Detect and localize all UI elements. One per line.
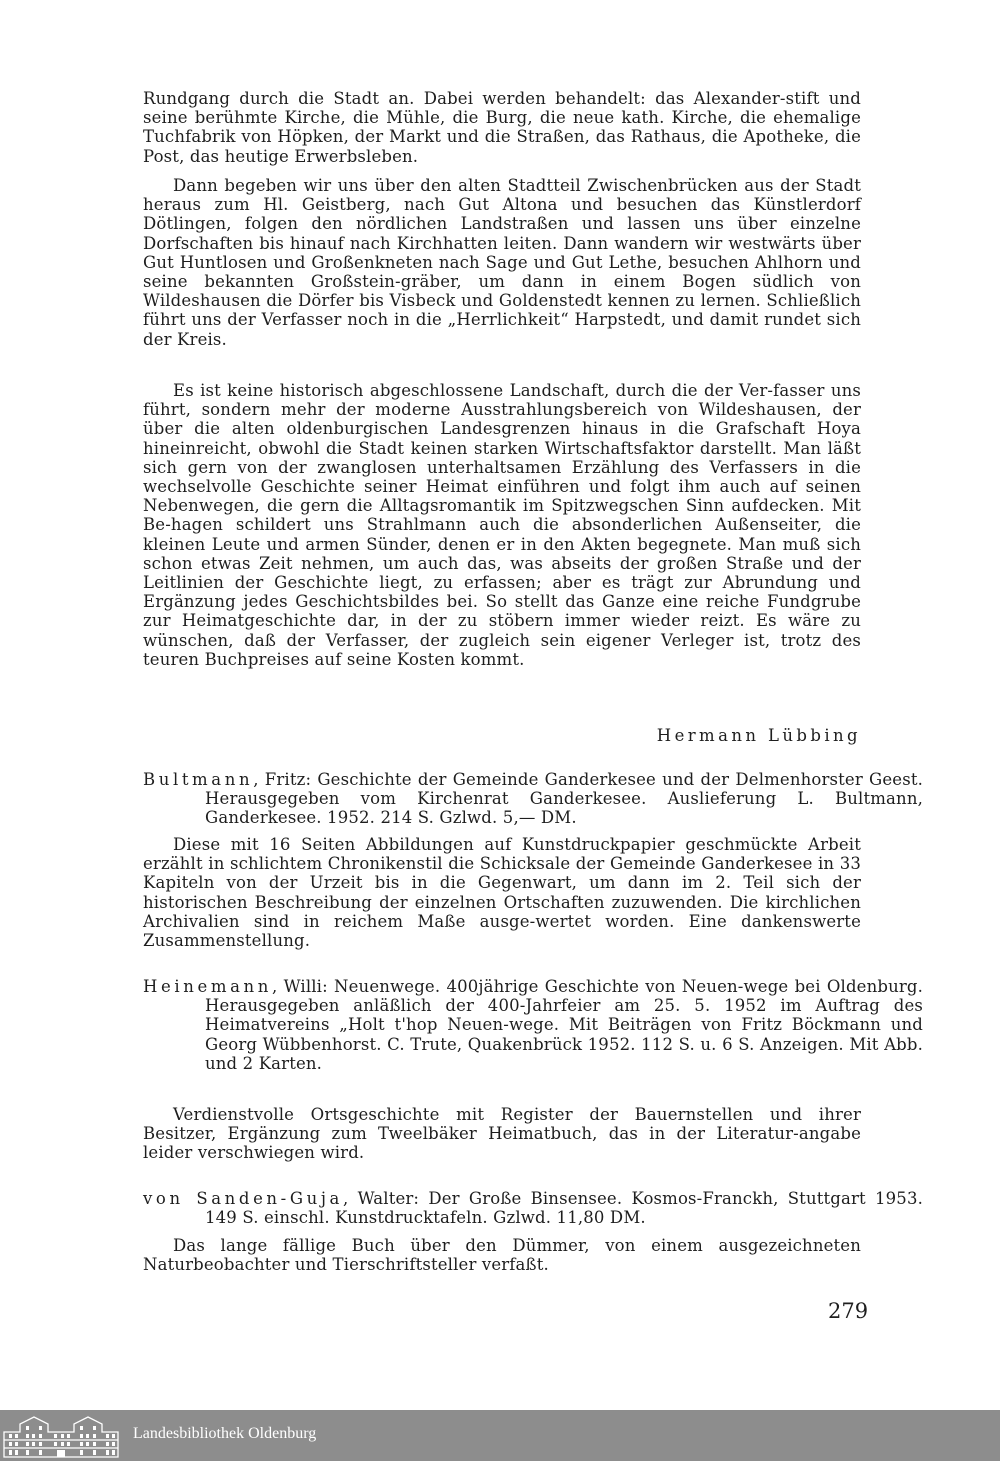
review-paragraph-3: Es ist keine historisch abgeschlossene Landschaft, durch die der Ver-fasser uns führt, sondern mehr der moderne Ausstrahlungsbereich von Wildeshausen, der über die alten oldenburgischen Landesgrenzen hinaus in die Grafschaft Hoya hineinreicht, obwohl die Stadt keinen starken Wirtschaftsfaktor darstellt. Man läßt sich gern von der zwanglosen unterhaltsamen Erzählung des Verfassers in die wechselvolle Geschichte seiner Heimat einführen und folgt ihm auch auf seinen Nebenwegen, die gern die Alltagsromantik im Spitzwegschen Sinn aufdecken. Mit Be-hagen schildert uns Strahlmann auch die absonderlichen Außenseiter, die kleinen Leute und armen Sünder, denen er in den Akten begegnete. Man muß sich schon etwas Zeit nehmen, um auch das, was abseits der großen Straße und der Leitlinien der Geschichte liegt, zu erfassen; aber es trägt zur Abrundung und Ergänzung jedes Geschichtsbildes bei. So stellt das Ganze eine reiche Fundgrube zur Heimatgeschichte dar, in der zu stöbern immer wieder reizt. Es wäre zu wünschen, daß der Verfasser, der zugleich sein eigener Verleger ist, trotz des teuren Buchpreises auf seine Kosten kommt. [143, 381, 861, 669]
entry-citation: , Willi: Neuenwege. 400jährige Geschichte von Neuen-wege bei Oldenburg. Herausgegeben anläßlich der 400-Jahrfeier am 25. 5. 1952 im Auftrag des Heimatvereins „Holt t'hop Neuen-wege. Mit Beiträgen von Fritz Böckmann und Georg Wübbenhorst. C. Trute, Quakenbrück 1952. 112 S. u. 6 S. Anzeigen. Mit Abb. und 2 Karten. [205, 977, 923, 1073]
entry-review-sanden: Das lange fällige Buch über den Dümmer, von einem ausgezeichneten Naturbeobachter und Tierschriftsteller verfaßt. [143, 1236, 861, 1275]
bibliography-entry-bultmann [143, 770, 923, 828]
entry-citation: , Fritz: Geschichte der Gemeinde Ganderkesee und der Delmenhorster Geest. Herausgegeben vom Kirchenrat Ganderkesee. Auslieferung L. Bultmann, Ganderkesee. 1952. 214 S. Gzlwd. 5,— DM. [205, 770, 923, 828]
library-name: Landesbibliothek Oldenburg [133, 1425, 317, 1442]
entry-author: Heinemann [143, 977, 272, 996]
page-number: 279 [828, 1299, 869, 1323]
entry-review-bultmann: Diese mit 16 Seiten Abbildungen auf Kunstdruckpapier geschmückte Arbeit erzählt in schlichtem Chronikenstil die Schicksale der Gemeinde Ganderkesee in 33 Kapiteln von der Urzeit bis in die Gegenwart, um dann im 2. Teil sich der historischen Beschreibung der einzelnen Ortschaften zuzuwenden. Die kirchlichen Archivalien sind in reichem Maße ausge-wertet worden. Eine dankenswerte Zusammenstellung. [143, 835, 861, 951]
entry-author: Bultmann [143, 770, 254, 789]
bibliography-entry-heinemann [143, 977, 923, 1073]
footer-bar [0, 1410, 1000, 1461]
review-paragraph-2: Dann begeben wir uns über den alten Stadtteil Zwischenbrücken aus der Stadt heraus zum Hl. Geistberg, nach Gut Altona und besuchen das Künstlerdorf Dötlingen, folgen den nördlichen Landstraßen und lassen uns über einzelne Dorfschaften bis hinauf nach Kirchhatten leiten. Dann wandern wir westwärts über Gut Huntlosen und Großenkneten nach Sage und Gut Lethe, besuchen Ahlhorn und seine bekannten Großstein-gräber, um dann in einem Bogen südlich von Wildeshausen die Dörfer bis Visbeck und Goldenstedt kennen zu lernen. Schließlich führt uns der Verfasser noch in die „Herrlichkeit“ Harpstedt, und damit rundet sich der Kreis. [143, 176, 861, 349]
library-building-logo-icon [0, 1410, 122, 1461]
entry-review-heinemann: Verdienstvolle Ortsgeschichte mit Register der Bauernstellen und ihrer Besitzer, Ergänzung zum Tweelbäker Heimatbuch, das in der Literatur-angabe leider verschwiegen wird. [143, 1105, 861, 1163]
bibliography-entry-sanden [143, 1189, 923, 1227]
entry-citation: , Walter: Der Große Binsensee. Kosmos-Franckh, Stuttgart 1953. 149 S. einschl. Kunstdrucktafeln. Gzlwd. 11,80 DM. [205, 1189, 923, 1228]
reviewer-signature: Hermann Lübbing [656, 726, 861, 745]
review-paragraph-1: Rundgang durch die Stadt an. Dabei werden behandelt: das Alexander-stift und seine berühmte Kirche, die Mühle, die Burg, die neue kath. Kirche, die ehemalige Tuchfabrik von Höpken, der Markt und die Straßen, das Rathaus, die Apotheke, die Post, das heutige Erwerbsleben. [143, 89, 861, 166]
entry-author: von Sanden-Guja [143, 1189, 343, 1208]
